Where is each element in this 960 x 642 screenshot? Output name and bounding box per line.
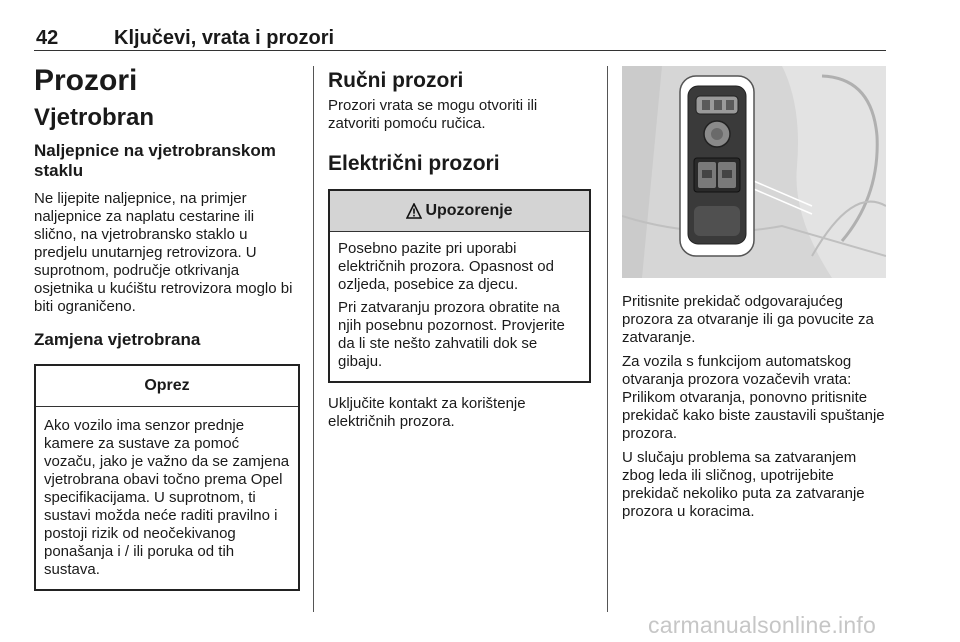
watermark: carmanualsonline.info [648, 612, 876, 638]
section-heading-windscreen: Vjetrobran [34, 104, 155, 131]
stickers-paragraph: Ne lijepite naljepnice, na primjer naljepnice za naplatu cestarine ili slično, na vjetrobransko staklo u predjelu unutarnjeg retrovizora. U suprotnom, područje otkrivanja osjetnika u kućištu retrovizora moglo bi biti ograničeno. [34, 190, 293, 315]
manual-windows-text: Prozori vrata se mogu otvoriti ili zatvoriti pomoću ručica. [328, 97, 538, 132]
door-switch-panel-drawing [622, 66, 886, 278]
section-heading-power-windows: Električni prozori [328, 152, 500, 175]
column-2 [328, 68, 592, 431]
warning-title: Upozorenje [425, 202, 513, 219]
section-heading-manual-windows: Ručni prozori [328, 69, 464, 92]
window-switch-illustration [622, 66, 886, 278]
switch-instruction: Pritisnite prekidač odgovarajućeg prozora za otvaranje ili ga povucite za zatvaranje. [622, 293, 874, 346]
page-title: Prozori [34, 64, 138, 97]
subheading-stickers: Naljepnice na vjetrobranskom staklu [34, 141, 276, 180]
warning-paragraph-1: Posebno pazite pri uporabi električnih prozora. Opasnost od ozljeda, posebice za djecu. [338, 240, 554, 293]
column-1 [34, 64, 300, 591]
warning-triangle-icon [406, 203, 422, 219]
caution-box [34, 364, 300, 591]
header-divider [34, 50, 886, 51]
ignition-note: Uključite kontakt za korištenje električnih prozora. [328, 395, 526, 430]
ice-problem-note: U slučaju problema sa zatvaranjem zbog leda ili sličnog, upotrijebite prekidač nekoliko puta za zatvaranje prozora u koracima. [622, 449, 865, 520]
warning-paragraph-2: Pri zatvaranju prozora obratite na njih posebnu pozornost. Provjerite da li ste nešto zahvatili dok se gibaju. [338, 299, 565, 370]
page-number: 42 [36, 27, 59, 49]
column-3 [622, 293, 888, 521]
column-divider-1 [313, 66, 314, 612]
caution-title: Oprez [36, 366, 298, 407]
warning-box [328, 189, 591, 383]
chapter-title: Ključevi, vrata i prozori [114, 27, 335, 49]
column-divider-2 [607, 66, 608, 612]
caution-text: Ako vozilo ima senzor prednje kamere za sustave za pomoć vozaču, jako je važno da se zamjena vjetrobrana obavi točno prema Opel specifikacijama. U suprotnom, ti sustavi možda neće raditi pravilno i postoji rizik od neočekivanog ponašanja i / ili poruka od tih sustava. [44, 417, 290, 578]
subheading-windscreen-replacement: Zamjena vjetrobrana [34, 330, 201, 349]
warning-header [330, 191, 589, 232]
auto-open-note: Za vozila s funkcijom automatskog otvaranja prozora vozačevih vrata: Prilikom otvaranja, ponovno pritisnite prekidač kako biste zaustavili spuštanje prozora. [622, 353, 885, 442]
